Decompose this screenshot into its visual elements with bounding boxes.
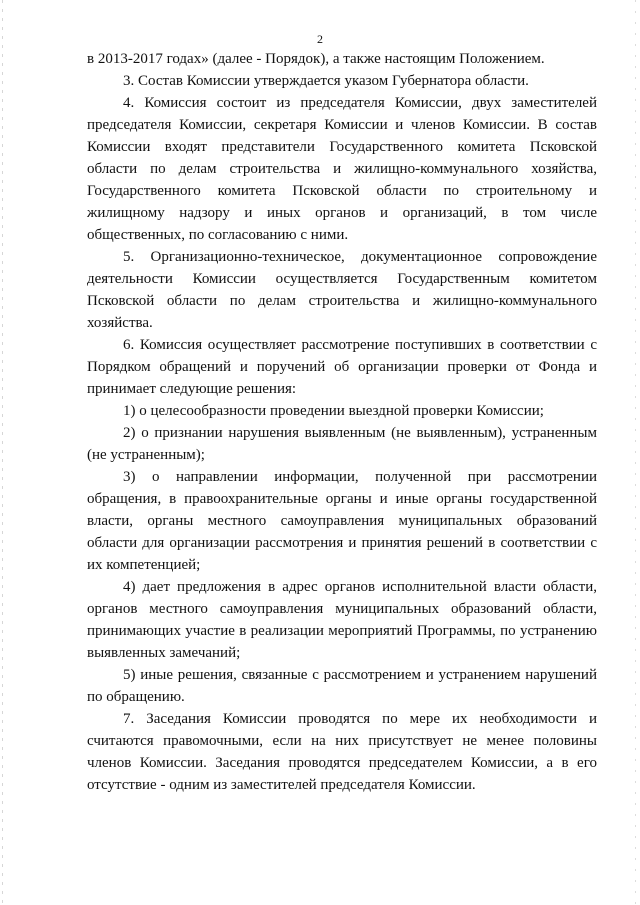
paragraph-item-3: 3. Состав Комиссии утверждается указом Губернатора области. — [123, 73, 529, 89]
paragraph-item-7: 7. Заседания Комиссии проводятся по мере их необходимости и считаются правомочными, если на них присутствует не менее половины членов Комиссии. Заседания проводятся председателем Комиссии, а в его отсутствие - одним из заместителей председателя Комиссии. — [87, 711, 597, 793]
document-body — [87, 48, 597, 796]
paragraph-continuation: в 2013-2017 годах» (далее - Порядок), а также настоящим Положением. — [87, 51, 545, 67]
subitem-3: 3) о направлении информации, полученной при рассмотрении обращения, в правоохранительные органы и иные органы государственной власти, органы местного самоуправления муниципальных образований области для организации рассмотрения и принятия решений в соответствии с их компетенцией; — [87, 469, 597, 573]
paragraph-item-5: 5. Организационно-техническое, документационное сопровождение деятельности Комиссии осуществляется Государственным комитетом Псковской области по делам строительства и жилищно-коммунального хозяйства. — [87, 249, 597, 331]
paragraph-item-4: 4. Комиссия состоит из председателя Комиссии, двух заместителей председателя Комиссии, секретаря Комиссии и членов Комиссии. В состав Комиссии входят представители Государственного комитета Псковской области по делам строительства и жилищно-коммунального хозяйства, Государственного комитета Псковской области по строительному и жилищному надзору и иных органов и организаций, в том числе общественных, по согласованию с ними. — [87, 95, 597, 243]
subitem-2: 2) о признании нарушения выявленным (не выявленным), устраненным (не устраненным); — [87, 425, 597, 463]
paragraph-item-6: 6. Комиссия осуществляет рассмотрение поступивших в соответствии с Порядком обращений и поручений об организации проверки от Фонда и принимает следующие решения: — [87, 337, 597, 397]
page-number: 2 — [317, 32, 323, 46]
subitem-5: 5) иные решения, связанные с рассмотрением и устранением нарушений по обращению. — [87, 667, 597, 705]
subitem-4: 4) дает предложения в адрес органов исполнительной власти области, органов местного самоуправления муниципальных образований области, принимающих участие в реализации мероприятий Программы, по устранению выявленных замечаний; — [87, 579, 597, 661]
scan-edge-right — [635, 0, 636, 905]
subitem-1: 1) о целесообразности проведении выездной проверки Комиссии; — [123, 403, 544, 419]
scan-edge-left — [2, 0, 3, 905]
